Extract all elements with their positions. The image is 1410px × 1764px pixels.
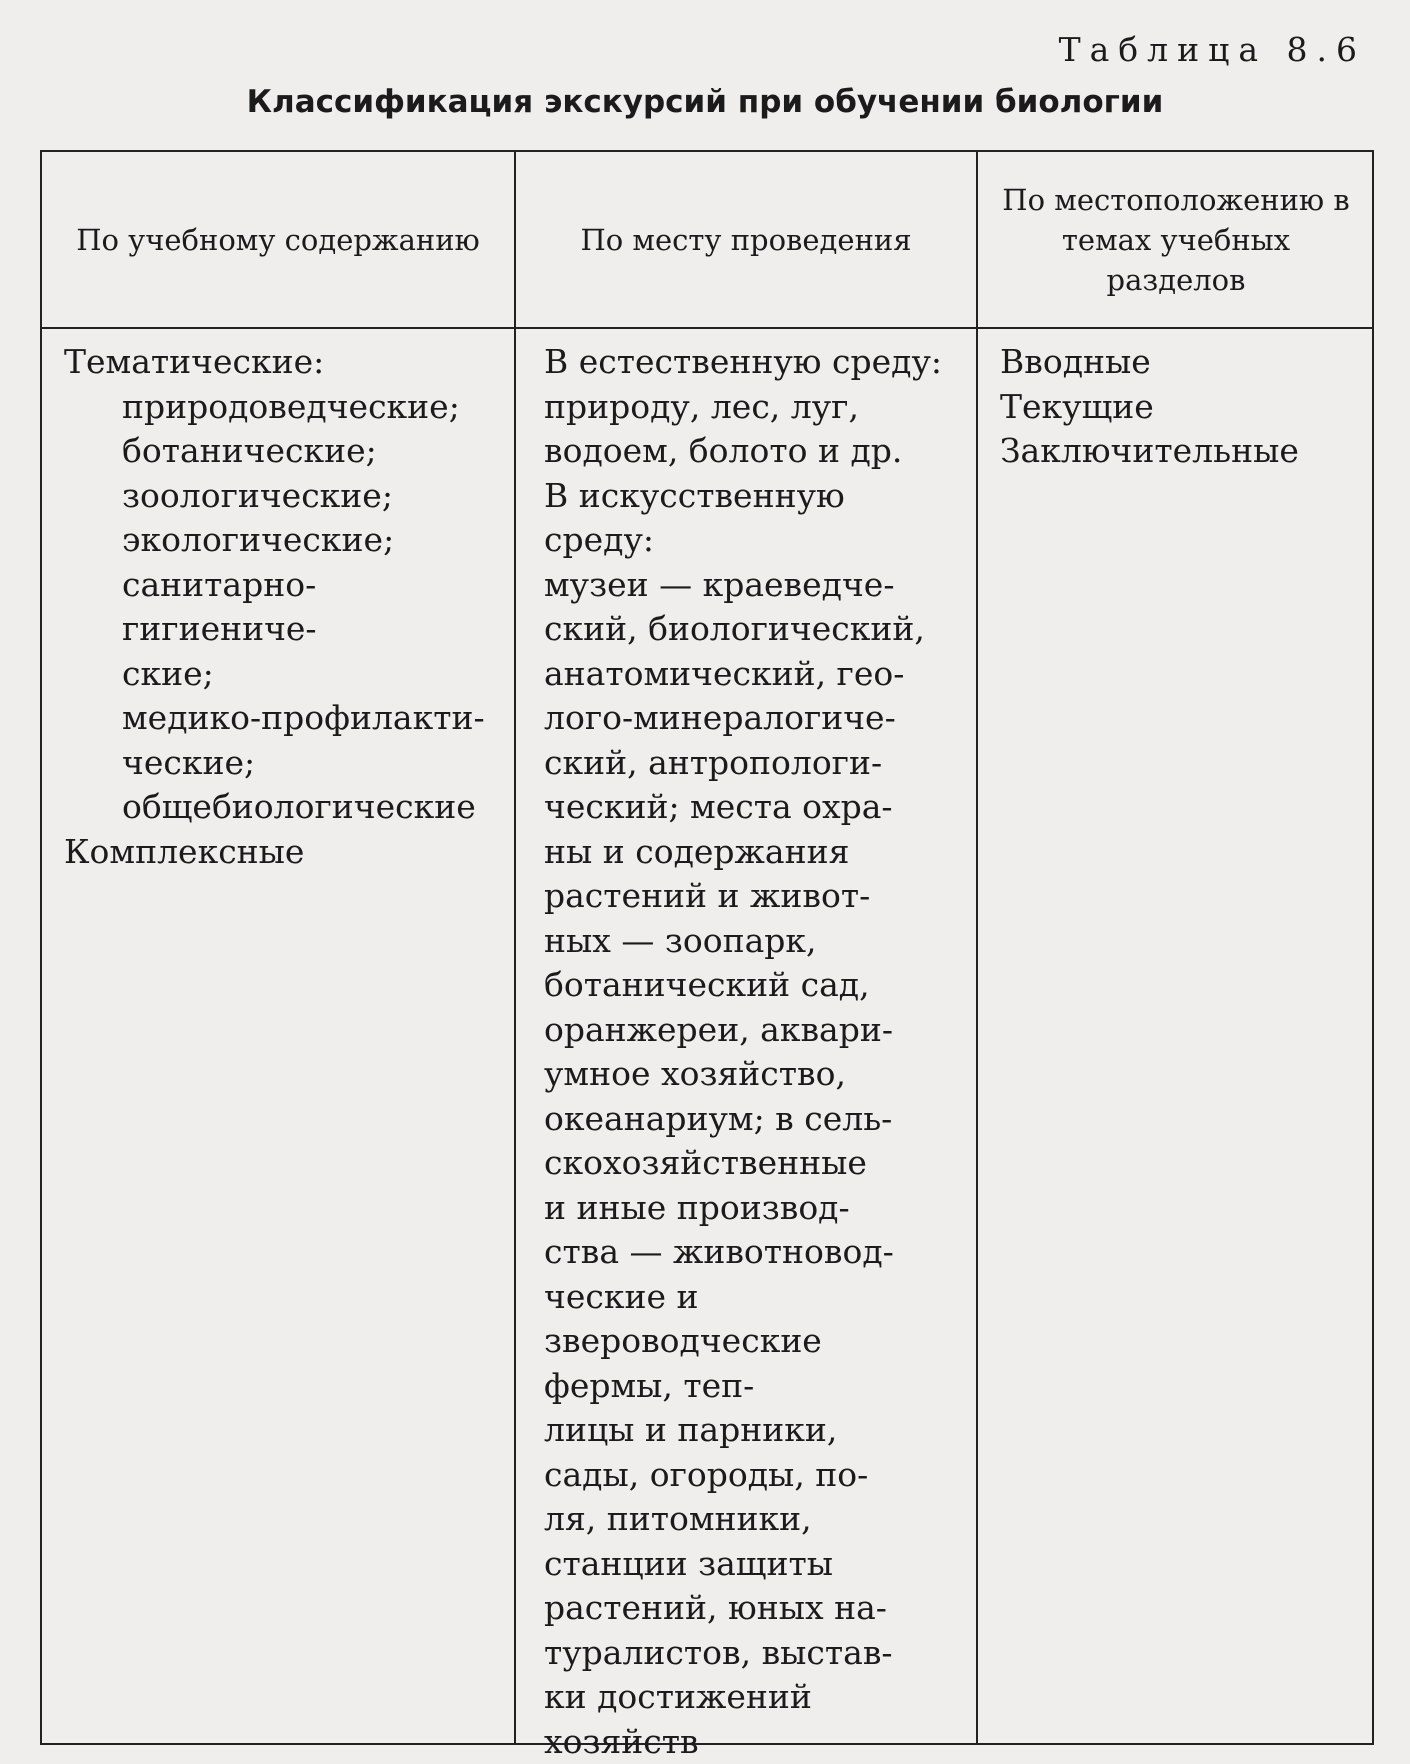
venue-line: и иные производ- xyxy=(544,1186,964,1231)
venue-line: сады, огороды, по- xyxy=(544,1453,964,1498)
venue-line: ны и содержания xyxy=(544,830,964,875)
venue-line: ки достижений xyxy=(544,1675,964,1720)
thematic-item: ческие; xyxy=(64,741,504,786)
venue-line: океанариум; в сель- xyxy=(544,1097,964,1142)
thematic-item: природоведческие; xyxy=(64,385,504,430)
venue-line: музеи — краеведче- xyxy=(544,563,964,608)
venue-line: растений, юных на- xyxy=(544,1586,964,1631)
venue-line: ных — зоопарк, xyxy=(544,919,964,964)
venue-line: водоем, болото и др. xyxy=(544,429,964,474)
thematic-item: зоологические; xyxy=(64,474,504,519)
complex-label: Комплексные xyxy=(64,830,504,875)
classification-table xyxy=(40,150,1374,1745)
venue-line: туралистов, выстав- xyxy=(544,1631,964,1676)
venue-line: скохозяйственные xyxy=(544,1141,964,1186)
venue-line: ческие и звероводческие фермы, теп- xyxy=(544,1275,954,1409)
venue-line: ский, биологический, xyxy=(544,607,964,652)
venue-line: ства — животновод- xyxy=(544,1230,964,1275)
thematic-item: ские; xyxy=(64,652,504,697)
venue-line: ботанический сад, xyxy=(544,963,964,1008)
thematic-item: экологические; xyxy=(64,518,504,563)
thematic-label: Тематические: xyxy=(64,340,504,385)
venue-line: ский, антропологи- xyxy=(544,741,964,786)
content-column xyxy=(64,340,504,874)
position-item: Заключительные xyxy=(1000,429,1360,474)
venue-line: ческий; места охра- xyxy=(544,785,964,830)
position-item: Вводные xyxy=(1000,340,1360,385)
header-divider xyxy=(42,327,1372,329)
venue-line: В естественную среду: xyxy=(544,340,964,385)
table-number-label: Таблица 8.6 xyxy=(1059,30,1366,69)
venue-line: анатомический, гео- xyxy=(544,652,964,697)
table-title: Классификация экскурсий при обучении биологии xyxy=(0,84,1410,120)
venue-line: станции защиты xyxy=(544,1542,964,1587)
thematic-item: санитарно-гигиениче- xyxy=(64,563,504,652)
thematic-item: общебиологические xyxy=(64,785,504,830)
venue-line: В искусственную xyxy=(544,474,964,519)
header-venue: По месту проведения xyxy=(516,152,976,327)
venue-line: умное хозяйство, xyxy=(544,1052,964,1097)
venue-line: среду: xyxy=(544,518,964,563)
venue-line: лого-минералогиче- xyxy=(544,696,964,741)
thematic-item: медико-профилакти- xyxy=(64,696,504,741)
venue-line: хозяйств xyxy=(544,1720,964,1764)
header-position-text: По местоположению в темах учебных разделов xyxy=(990,180,1362,300)
header-position xyxy=(978,152,1374,327)
position-column xyxy=(1000,340,1360,474)
venue-line: лицы и парники, xyxy=(544,1408,964,1453)
venue-line: ля, питомники, xyxy=(544,1497,964,1542)
venue-line: растений и живот- xyxy=(544,874,964,919)
column-divider-2 xyxy=(976,152,978,1743)
venue-line: природу, лес, луг, xyxy=(544,385,964,430)
thematic-item: ботанические; xyxy=(64,429,504,474)
venue-line: оранжереи, аквари- xyxy=(544,1008,964,1053)
column-divider-1 xyxy=(514,152,516,1743)
venue-column xyxy=(544,340,964,1764)
header-content: По учебному содержанию xyxy=(42,152,514,327)
position-item: Текущие xyxy=(1000,385,1360,430)
